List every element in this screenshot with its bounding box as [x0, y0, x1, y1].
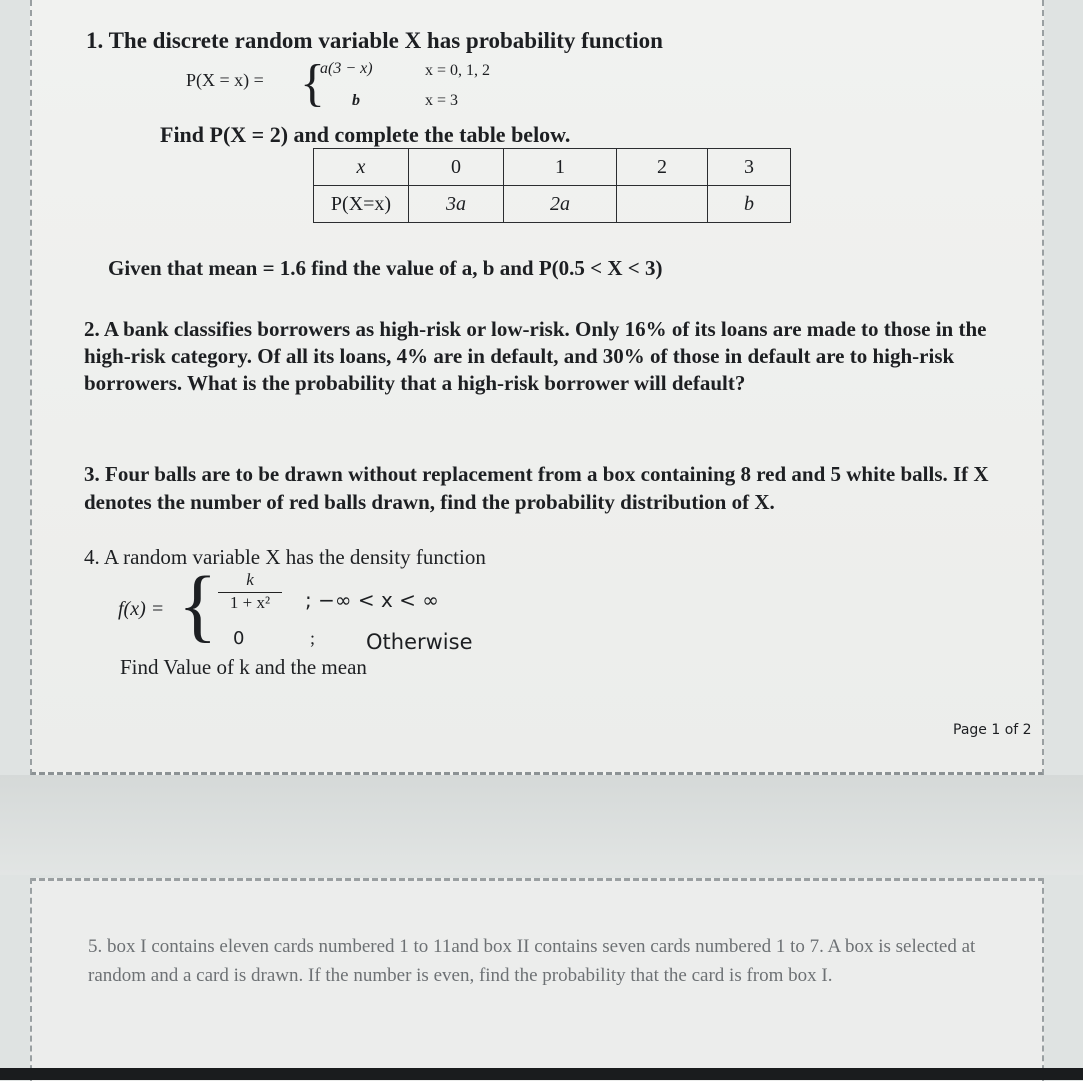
q1-case1-expr: a(3 − x) — [320, 60, 373, 77]
q1-case2-expr: b — [352, 92, 360, 109]
q1-given: Given that mean = 1.6 find the value of a, b and P(0.5 < X < 3) — [108, 256, 663, 280]
screen-bottom-bar — [0, 1068, 1083, 1080]
table-row-x — [314, 149, 791, 186]
q4-fraction — [218, 570, 282, 613]
table-cell-p1: 2a — [504, 186, 617, 223]
q1-case2-cond: x = 3 — [425, 92, 459, 109]
q2-text: 2. A bank classifies borrowers as high-risk or low-risk. Only 16% of its loans are made to those in the high-risk category. Of all its loans, 4% are in default, and 30% of those in default are to high-risk borrowers. What is the probability that a high-risk borrower will default? — [84, 317, 987, 395]
q4-zero: 0 — [233, 628, 245, 649]
q4-otherwise: Otherwise — [366, 630, 473, 654]
table-cell-x0: 0 — [409, 149, 504, 186]
table-cell-p0: 3a — [409, 186, 504, 223]
q1-instruction: Find P(X = 2) and complete the table below. — [160, 122, 571, 147]
q5-text: 5. box I contains eleven cards numbered 1 to 11and box II contains seven cards numbered 1 to 7. A box is selected at random and a card is drawn. If the number is even, find the probability that the card is from box I. — [88, 936, 976, 986]
q1-brace: { — [300, 55, 325, 112]
page-number: Page 1 of 2 — [953, 722, 1032, 738]
q4-denominator: 1 + x² — [229, 593, 271, 612]
table-cell-p3: b — [708, 186, 791, 223]
q1-title: 1. The discrete random variable X has probability function — [86, 28, 663, 53]
page-gap — [0, 775, 1083, 875]
table-cell-x3: 3 — [708, 149, 791, 186]
q4-condition: ; −∞ < x < ∞ — [305, 588, 439, 612]
table-cell-p2 — [617, 186, 708, 223]
q4-semicolon: ; — [310, 628, 316, 648]
probability-table — [313, 148, 791, 223]
q4-fx: f(x) = — [118, 598, 165, 620]
q1-pmf-lhs: P(X = x) = — [186, 70, 264, 90]
q1-case1-cond: x = 0, 1, 2 — [425, 62, 491, 79]
q4-find: Find Value of k and the mean — [120, 655, 367, 679]
q4-brace: { — [178, 559, 218, 650]
q4-numerator: k — [218, 570, 282, 593]
table-header-x: x — [314, 149, 409, 186]
table-cell-x1: 1 — [504, 149, 617, 186]
q4-intro: 4. A random variable X has the density function — [84, 545, 486, 569]
table-header-p: P(X=x) — [314, 186, 409, 223]
table-row-p — [314, 186, 791, 223]
table-cell-x2: 2 — [617, 149, 708, 186]
q3-text: 3. Four balls are to be drawn without replacement from a box containing 8 red and 5 white balls. If X denotes the number of red balls drawn, find the probability distribution of X. — [84, 462, 989, 514]
